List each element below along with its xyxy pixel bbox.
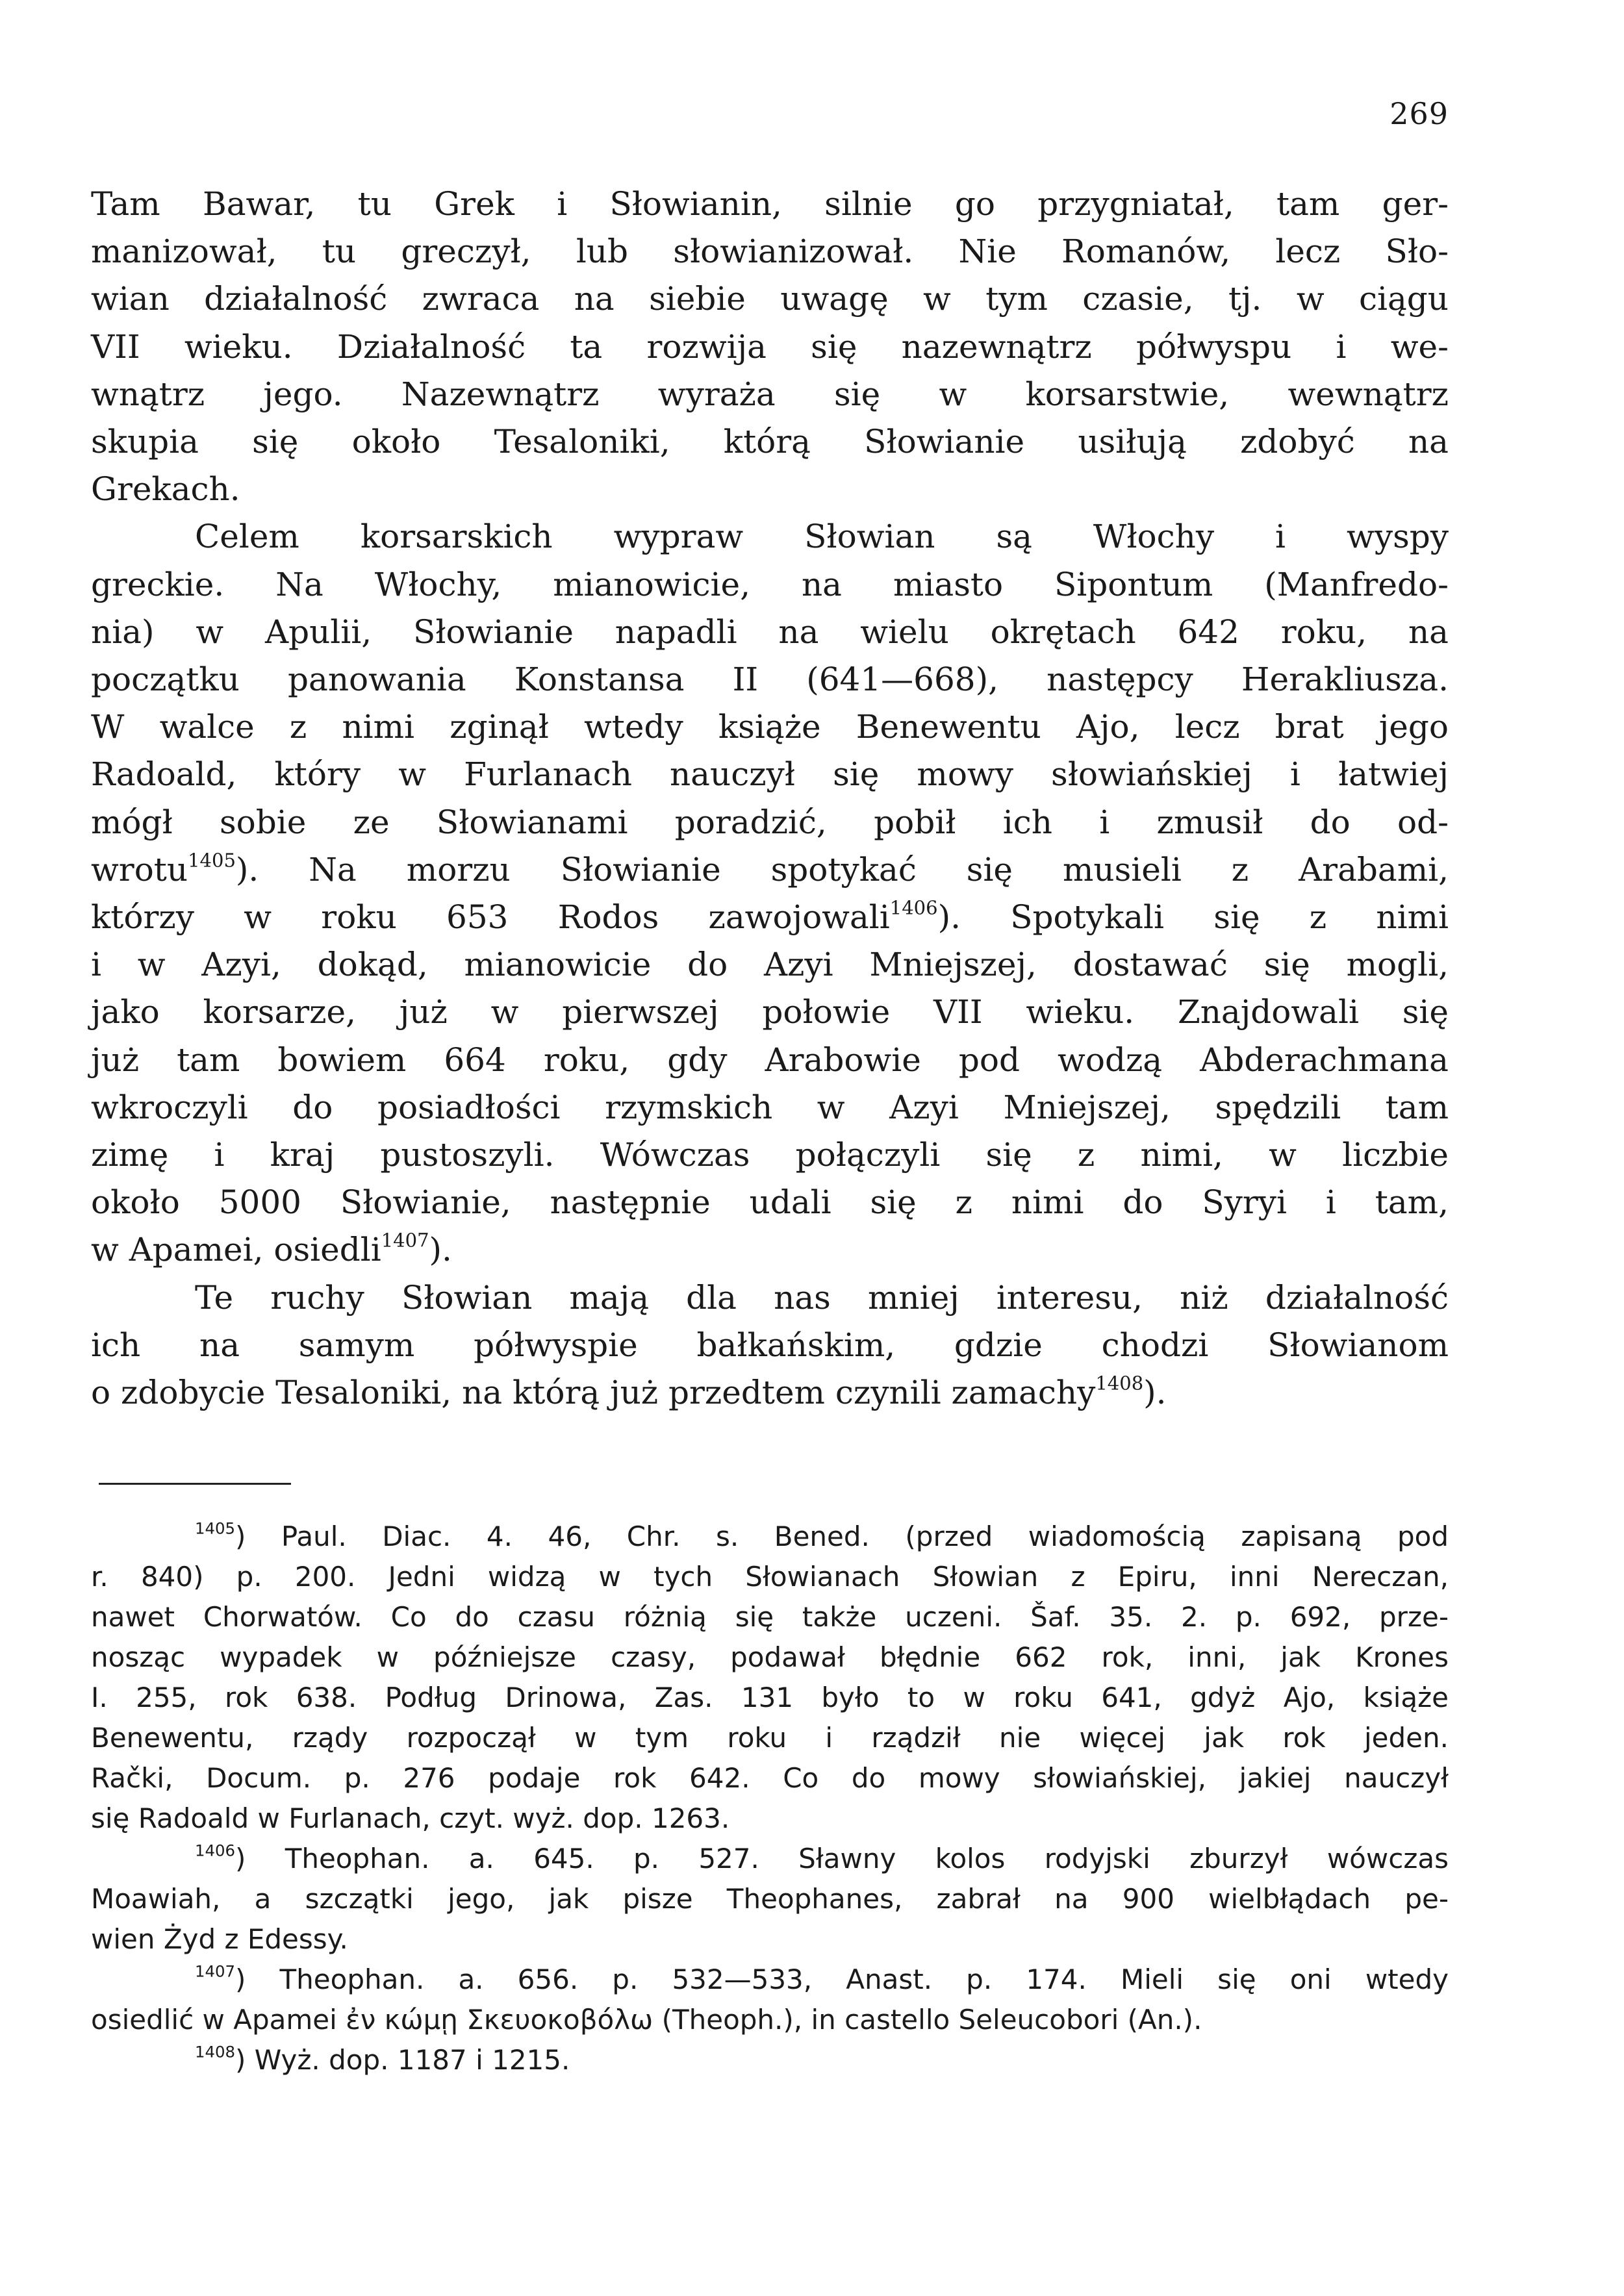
- text-line: ich na samym półwyspie bałkańskim, gdzie chodzi Słowianom: [91, 1326, 1449, 1364]
- footnote-line: $^{1405}$) Paul. Diac. 4. 46, Chr. s. Bened. (przed wiadomością zapisaną pod: [195, 1519, 1449, 1552]
- footnote-line: nosząc wypadek w późniejsze czasy, podawał błędnie 662 rok, inni, jak Krones: [91, 1641, 1449, 1673]
- text-line: W walce z nimi zginął wtedy książe Benewentu Ajo, lecz brat jego: [91, 708, 1449, 746]
- text-line: wrotu$^{1405}$). Na morzu Słowianie spotykać się musieli z Arabami,: [91, 849, 1449, 889]
- paragraph: [91, 513, 1449, 1274]
- footnote-line: I. 255, rok 638. Podług Drinowa, Zas. 131 było to w roku 641, gdyż Ajo, książe: [91, 1682, 1449, 1713]
- body-text: [91, 181, 1449, 1417]
- footnote-number: 1407: [195, 1962, 235, 1981]
- text-line: mógł sobie ze Słowianami poradzić, pobił ich i zmusił do od-: [91, 803, 1449, 841]
- text-line: którzy w roku 653 Rodos zawojowali$^{1406}$). Spotykali się z nimi: [91, 896, 1449, 937]
- text-line: nia) w Apulii, Słowianie napadli na wielu okrętach 642 roku, na: [91, 612, 1449, 651]
- footnote-line: Moawiah, a szczątki jego, jak pisze Theophanes, zabrał na 900 wielbłądach pe-: [91, 1883, 1449, 1915]
- text-line: wkroczyli do posiadłości rzymskich w Azyi Mniejszej, spędzili tam: [91, 1088, 1449, 1126]
- text-line: greckie. Na Włochy, mianowicie, na miasto Sipontum (Manfredo-: [91, 565, 1449, 603]
- text-line: manizował, tu greczył, lub słowianizował. Nie Romanów, lecz Sło-: [91, 233, 1449, 271]
- text-line: wnątrz jego. Nazewnątrz wyraża się w korsarstwie, wewnątrz: [91, 375, 1449, 413]
- text-line: początku panowania Konstansa II (641—668), następcy Herakliusza.: [91, 661, 1449, 699]
- text-line: i w Azyi, dokąd, mianowicie do Azyi Mniejszej, dostawać się mogli,: [91, 946, 1449, 984]
- text-line: Tam Bawar, tu Grek i Słowianin, silnie go przygniatał, tam ger-: [91, 185, 1449, 223]
- page-number: 269: [1389, 96, 1449, 131]
- footnote-line: $^{1408}$) Wyż. dop. 1187 i 1215.: [195, 2042, 570, 2076]
- footnote-line: $^{1406}$) Theophan. a. 645. p. 527. Sławny kolos rodyjski zburzył wówczas: [195, 1841, 1449, 1874]
- text-line: Te ruchy Słowian mają dla nas mniej interesu, niż działalność: [195, 1278, 1449, 1317]
- footnote-number: 1408: [195, 2042, 235, 2062]
- footnote-line: się Radoald w Furlanach, czyt. wyż. dop. 1263.: [91, 1802, 730, 1834]
- footnote-number: 1405: [195, 1519, 235, 1538]
- footnotes: [91, 1517, 1449, 2080]
- text-line: Radoald, który w Furlanach nauczył się mowy słowiańskiej i łatwiej: [91, 755, 1449, 794]
- paragraph: [91, 1274, 1449, 1417]
- footnote-ref: 1407: [381, 1229, 429, 1252]
- footnote-number: 1406: [195, 1841, 235, 1860]
- text-line: jako korsarze, już w pierwszej połowie VII wieku. Znajdowali się: [91, 993, 1449, 1031]
- text-line: o zdobycie Tesaloniki, na którą już przedtem czynili zamachy$^{1408}$).: [91, 1372, 1167, 1412]
- footnote-line: Benewentu, rządy rozpoczął w tym roku i rządził nie więcej jak rok jeden.: [91, 1722, 1449, 1754]
- footnote-line: nawet Chorwatów. Co do czasu różnią się także uczeni. Šaf. 35. 2. p. 692, prze-: [91, 1601, 1449, 1633]
- footnote-line: r. 840) p. 200. Jedni widzą w tych Słowianach Słowian z Epiru, inni Nereczan,: [91, 1561, 1449, 1593]
- text-line: zimę i kraj pustoszyli. Wówczas połączyli się z nimi, w liczbie: [91, 1136, 1449, 1174]
- footnote: [91, 1517, 1449, 1839]
- text-line: w Apamei, osiedli$^{1407}$).: [91, 1229, 452, 1269]
- footnote: [91, 1839, 1449, 1960]
- text-line: skupia się około Tesaloniki, którą Słowianie usiłują zdobyć na: [91, 423, 1449, 461]
- footnote-ref: 1406: [889, 896, 938, 919]
- footnote-ref: 1408: [1095, 1372, 1144, 1394]
- text-line: około 5000 Słowianie, następnie udali się z nimi do Syryi i tam,: [91, 1183, 1449, 1222]
- paragraph: [91, 181, 1449, 513]
- footnote: [91, 1960, 1449, 2040]
- footnote-line: osiedlić w Apamei ἐν κώμῃ Σκευοκοβόλω (Theoph.), in castello Seleucobori (An.).: [91, 2004, 1202, 2036]
- footnote-ref: 1405: [188, 849, 236, 872]
- text-line: VII wieku. Działalność ta rozwija się nazewnątrz półwyspu i we-: [91, 327, 1449, 366]
- footnote-line: wien Żyd z Edessy.: [91, 1923, 348, 1955]
- text-line: wian działalność zwraca na siebie uwagę w tym czasie, tj. w ciągu: [91, 280, 1449, 318]
- footnote: [91, 2040, 1449, 2080]
- text-line: już tam bowiem 664 roku, gdy Arabowie pod wodzą Abderachmana: [91, 1041, 1449, 1079]
- footnote-separator: [99, 1483, 291, 1485]
- footnote-line: $^{1407}$) Theophan. a. 656. p. 532—533, Anast. p. 174. Mieli się oni wtedy: [195, 1962, 1449, 1995]
- footnote-line: Rački, Docum. p. 276 podaje rok 642. Co do mowy słowiańskiej, jakiej nauczył: [91, 1762, 1449, 1794]
- text-line: Celem korsarskich wypraw Słowian są Włochy i wyspy: [195, 518, 1449, 556]
- text-line: Grekach.: [91, 470, 240, 509]
